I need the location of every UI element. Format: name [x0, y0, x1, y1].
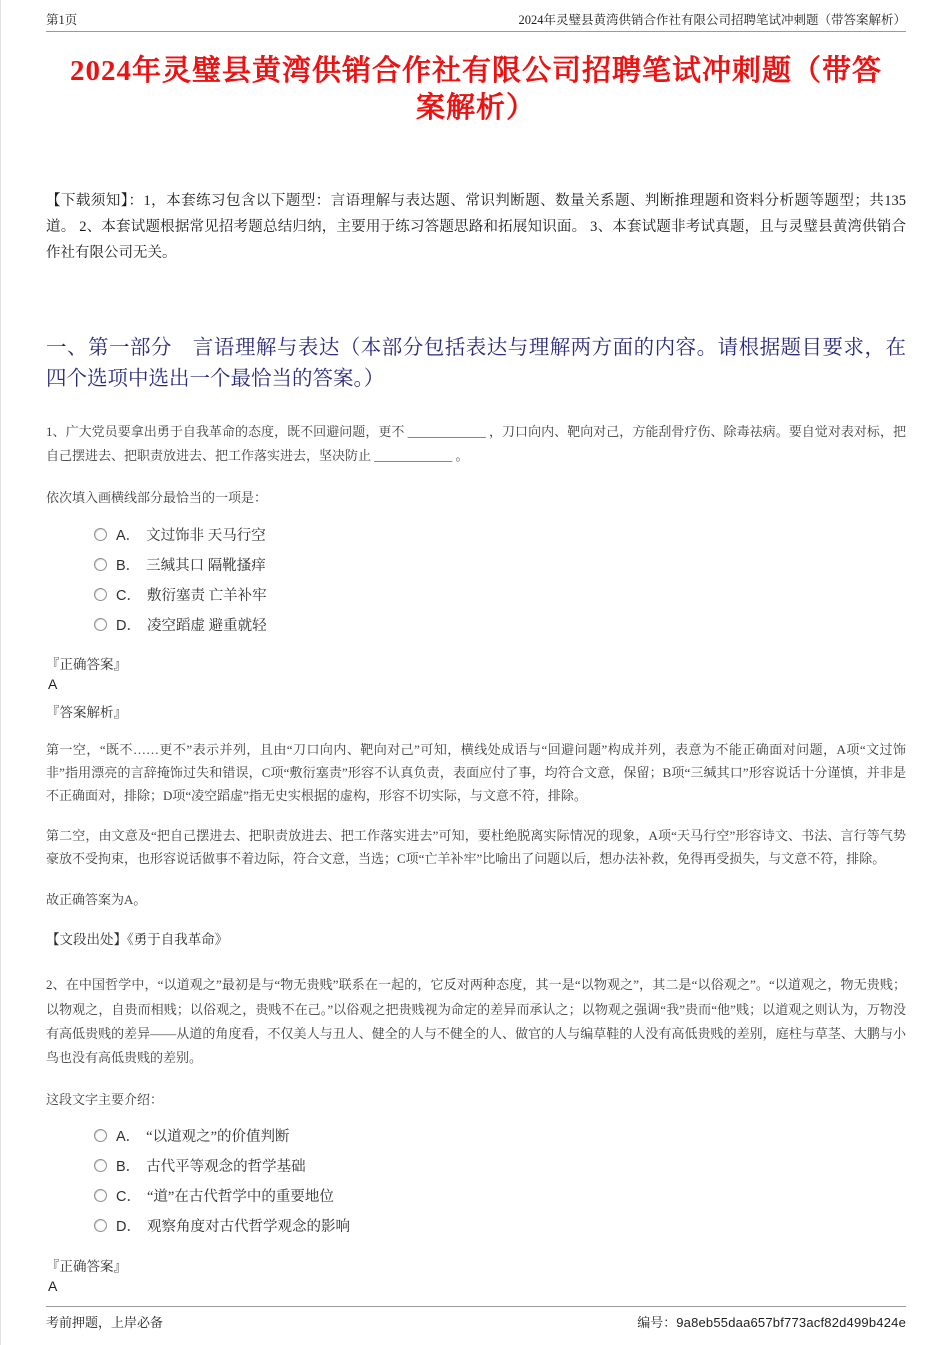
header-doc-title: 2024年灵璧县黄湾供销合作社有限公司招聘笔试冲刺题（带答案解析） — [518, 13, 906, 27]
radio-button-icon[interactable] — [94, 1189, 107, 1202]
analysis-paragraph-2: 第二空，由文意及“把自己摆进去、把职责放进去、把工作落实进去”可知，要杜绝脱离实际情况的现象，A项“天马行空”形容诗文、书法、言行等气势豪放不受拘束，也形容说话做事不着边际，符合文意，当选；C项“亡羊补牢”比喻出了问题以后，想办法补救，免得再受损失，与文意不符，排除。 — [46, 828, 906, 867]
option-letter: D． — [116, 1219, 141, 1236]
option-letter: C． — [116, 1189, 141, 1206]
option-letter: A． — [116, 1129, 141, 1146]
page — [1, 0, 950, 1345]
option-c[interactable] — [94, 1181, 906, 1211]
option-text: 凌空蹈虚 避重就轻 — [146, 617, 267, 634]
correct-answer-label: 『正确答案』 — [46, 657, 127, 673]
option-text: 古代平等观念的哲学基础 — [146, 1159, 306, 1176]
footer-serial — [637, 1312, 906, 1331]
question-prompt: 这段文字主要介绍： — [46, 1091, 164, 1107]
correct-answer-label: 『正确答案』 — [46, 1258, 127, 1274]
option-letter: B． — [116, 557, 141, 574]
radio-button-icon[interactable] — [94, 528, 107, 541]
option-letter: C． — [116, 587, 141, 604]
option-text: 三缄其口 隔靴搔痒 — [146, 557, 266, 574]
option-b[interactable] — [94, 1151, 906, 1181]
option-a[interactable] — [94, 519, 906, 549]
radio-button-icon[interactable] — [94, 1129, 107, 1142]
option-letter: A． — [116, 527, 141, 544]
radio-button-icon[interactable] — [94, 558, 107, 571]
option-letter: B． — [116, 1159, 141, 1176]
option-b[interactable] — [94, 549, 906, 579]
page-footer — [46, 1306, 906, 1331]
question-stem: 1、广大党员要拿出勇于自我革命的态度，既不回避问题，更不 ____________ ，刀口向内、靶向对己，方能刮骨疗伤、除毒祛病。要自觉对表对标，把自己摆进去、把职责放进去、把工作落实进去，坚决防止 ____________ 。 — [46, 424, 906, 464]
analysis-label: 『答案解析』 — [46, 704, 127, 720]
option-text: 敷衍塞责 亡羊补牢 — [146, 587, 267, 604]
option-a[interactable] — [94, 1121, 906, 1151]
question-prompt: 依次填入画横线部分最恰当的一项是： — [46, 490, 268, 506]
question-options — [94, 1121, 906, 1241]
passage-source: 【文段出处】《勇于自我革命》 — [46, 932, 229, 948]
radio-button-icon[interactable] — [94, 588, 107, 601]
option-d[interactable] — [94, 609, 906, 639]
option-text: 观察角度对古代哲学观念的影响 — [146, 1219, 350, 1236]
radio-button-icon[interactable] — [94, 1159, 107, 1172]
footer-slogan: 考前押题，上岸必备 — [46, 1315, 164, 1330]
correct-answer-value: A — [48, 676, 58, 693]
download-notice: 【下载须知】：1，本套练习包含以下题型：言语理解与表达题、常识判断题、数量关系题、判断推理题和资料分析题等题型；共135道。 2、本套试题根据常见招考题总结归纳，主要用于练习答题思路和拓展知识面。 3、本套试题非考试真题，且与灵璧县黄湾供销合作社有限公司无关。 — [46, 193, 906, 261]
page-header — [46, 0, 906, 32]
question-2 — [46, 973, 906, 1296]
section-heading: 一、第一部分 言语理解与表达（本部分包括表达与理解两方面的内容。请根据题目要求，在四个选项中选出一个最恰当的答案。） — [46, 336, 906, 391]
option-text: 文过饰非 天马行空 — [146, 527, 266, 544]
radio-button-icon[interactable] — [94, 618, 107, 631]
question-options — [94, 519, 906, 639]
analysis-paragraph-1: 第一空，“既不……更不”表示并列，且由“刀口向内、靶向对己”可知，横线处成语与“回避问题”构成并列，表意为不能正确面对问题，A项“文过饰非”指用漂亮的言辞掩饰过失和错误，C项“敷衍塞责”形容不认真负责，表面应付了事，均符合文意，保留；B项“三缄其口”形容说话十分谨慎，并非是不正确面对，排除；D项“凌空蹈虚”指无史实根据的虚构，形容不切实际，与文意不符，排除。 — [46, 741, 906, 804]
footer-serial-code: 9a8eb55daa657bf773acf82d499b424e — [676, 1315, 906, 1330]
option-letter: D． — [116, 617, 141, 634]
correct-answer-value: A — [48, 1277, 58, 1294]
option-text: “以道观之”的价值判断 — [146, 1129, 290, 1146]
option-c[interactable] — [94, 579, 906, 609]
option-text: “道”在古代哲学中的重要地位 — [146, 1189, 334, 1206]
question-stem: 2、在中国哲学中，“以道观之”最初是与“物无贵贱”联系在一起的，它反对两种态度，其一是“以物观之”，其二是“以俗观之”。“以道观之，物无贵贱；以物观之，自贵而相贱；以俗观之，贵贱不在己。”以俗观之把贵贱视为命定的差异而承认之；以物观之强调“我”贵而“他”贱；以道观之则认为，万物没有高低贵贱的差异——从道的角度看，不仅美人与丑人、健全的人与不健全的人、做官的人与编草鞋的人没有高低贵贱的差别，庭柱与草茎、大鹏与小鸟也没有高低贵贱的差别。 — [46, 977, 906, 1065]
question-1 — [46, 420, 906, 948]
option-d[interactable] — [94, 1211, 906, 1241]
header-page-number: 第1页 — [46, 13, 78, 27]
radio-button-icon[interactable] — [94, 1219, 107, 1232]
analysis-conclusion: 故正确答案为A。 — [46, 892, 147, 908]
document-title: 2024年灵璧县黄湾供销合作社有限公司招聘笔试冲刺题（带答案解析） — [69, 55, 882, 125]
footer-serial-label: 编号： — [637, 1315, 677, 1330]
